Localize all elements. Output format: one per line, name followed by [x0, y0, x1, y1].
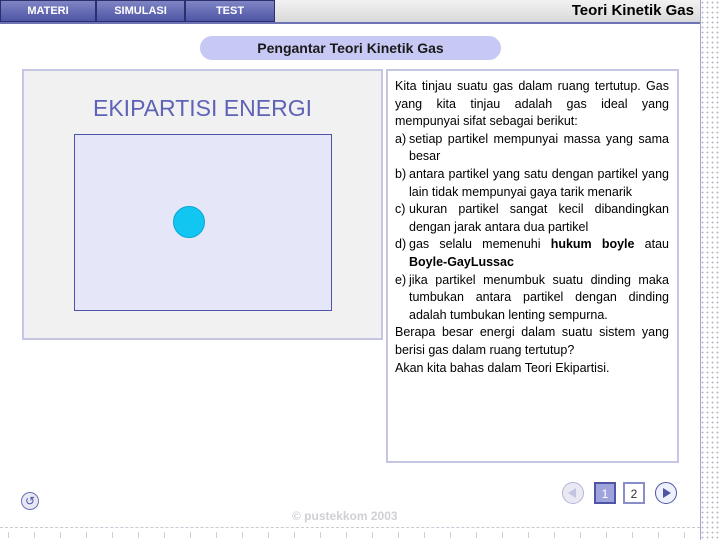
decorative-bottom-ruler [0, 527, 700, 540]
list-item-text: jika partikel menumbuk suatu dinding maka tumbukan antara partikel dengan dinding adalah tumbukan lenting sempurna. [409, 272, 669, 322]
list-item-text: setiap partikel mempunyai massa yang sama besar [409, 131, 669, 164]
strip-edge-line [700, 0, 701, 540]
tab-simulasi[interactable]: SIMULASI [96, 0, 185, 22]
section-title: Pengantar Teori Kinetik Gas [200, 36, 501, 60]
decorative-dotted-strip [700, 0, 720, 540]
boyle-law-term: hukum boyle [550, 237, 635, 252]
list-item-label: a) [395, 131, 407, 146]
page-button-1[interactable]: 1 [594, 482, 616, 504]
prev-page-button[interactable] [562, 482, 584, 504]
list-item-text: ukuran partikel sangat kecil dibandingkan dengan jarak antara dua partikel [409, 202, 669, 234]
list-item [395, 201, 669, 236]
gas-container-box [74, 134, 332, 311]
list-item-text: antara partikel yang satu dengan partikel yang lain tidak mempunyai gaya tarik menarik [409, 166, 669, 199]
copyright-text: © pustekkom 2003 [292, 509, 398, 523]
list-item-label: b) [395, 166, 407, 181]
arrow-left-icon [568, 488, 576, 498]
next-page-button[interactable] [655, 482, 677, 504]
closing-paragraph: Akan kita bahas dalam Teori Ekipartisi. [395, 360, 610, 375]
page-button-2[interactable]: 2 [623, 482, 645, 504]
app-title: Teori Kinetik Gas [571, 2, 694, 19]
list-item-text-part: gas selalu memenuhi [409, 237, 551, 252]
question-paragraph: Berapa besar energi dalam suatu sistem yang berisi gas dalam ruang tertutup? [395, 325, 669, 357]
top-nav-bar [0, 0, 700, 24]
list-item [395, 166, 669, 201]
list-item [395, 131, 669, 166]
home-return-icon[interactable]: ↺ [21, 492, 39, 510]
tab-test[interactable]: TEST [185, 0, 275, 22]
arrow-right-icon [663, 488, 671, 498]
gas-particle [173, 206, 205, 238]
list-item-label: e) [395, 272, 407, 287]
simulation-title: EKIPARTISI ENERGI [93, 95, 312, 121]
list-item-text-part: atau [634, 237, 669, 252]
simulation-panel [22, 69, 383, 340]
list-item-label: d) [395, 237, 407, 252]
boyle-gaylussac-term: Boyle-GayLussac [409, 254, 514, 269]
tab-materi[interactable]: MATERI [0, 0, 96, 22]
list-item [395, 236, 669, 271]
intro-paragraph: Kita tinjau suatu gas dalam ruang tertutup. Gas yang kita tinjau adalah gas ideal yang mempunyai sifat sebagai berikut: [395, 79, 669, 129]
content-text-panel [386, 69, 679, 463]
list-item [395, 272, 669, 325]
list-item-label: c) [395, 202, 406, 217]
list-item-text [409, 236, 669, 271]
